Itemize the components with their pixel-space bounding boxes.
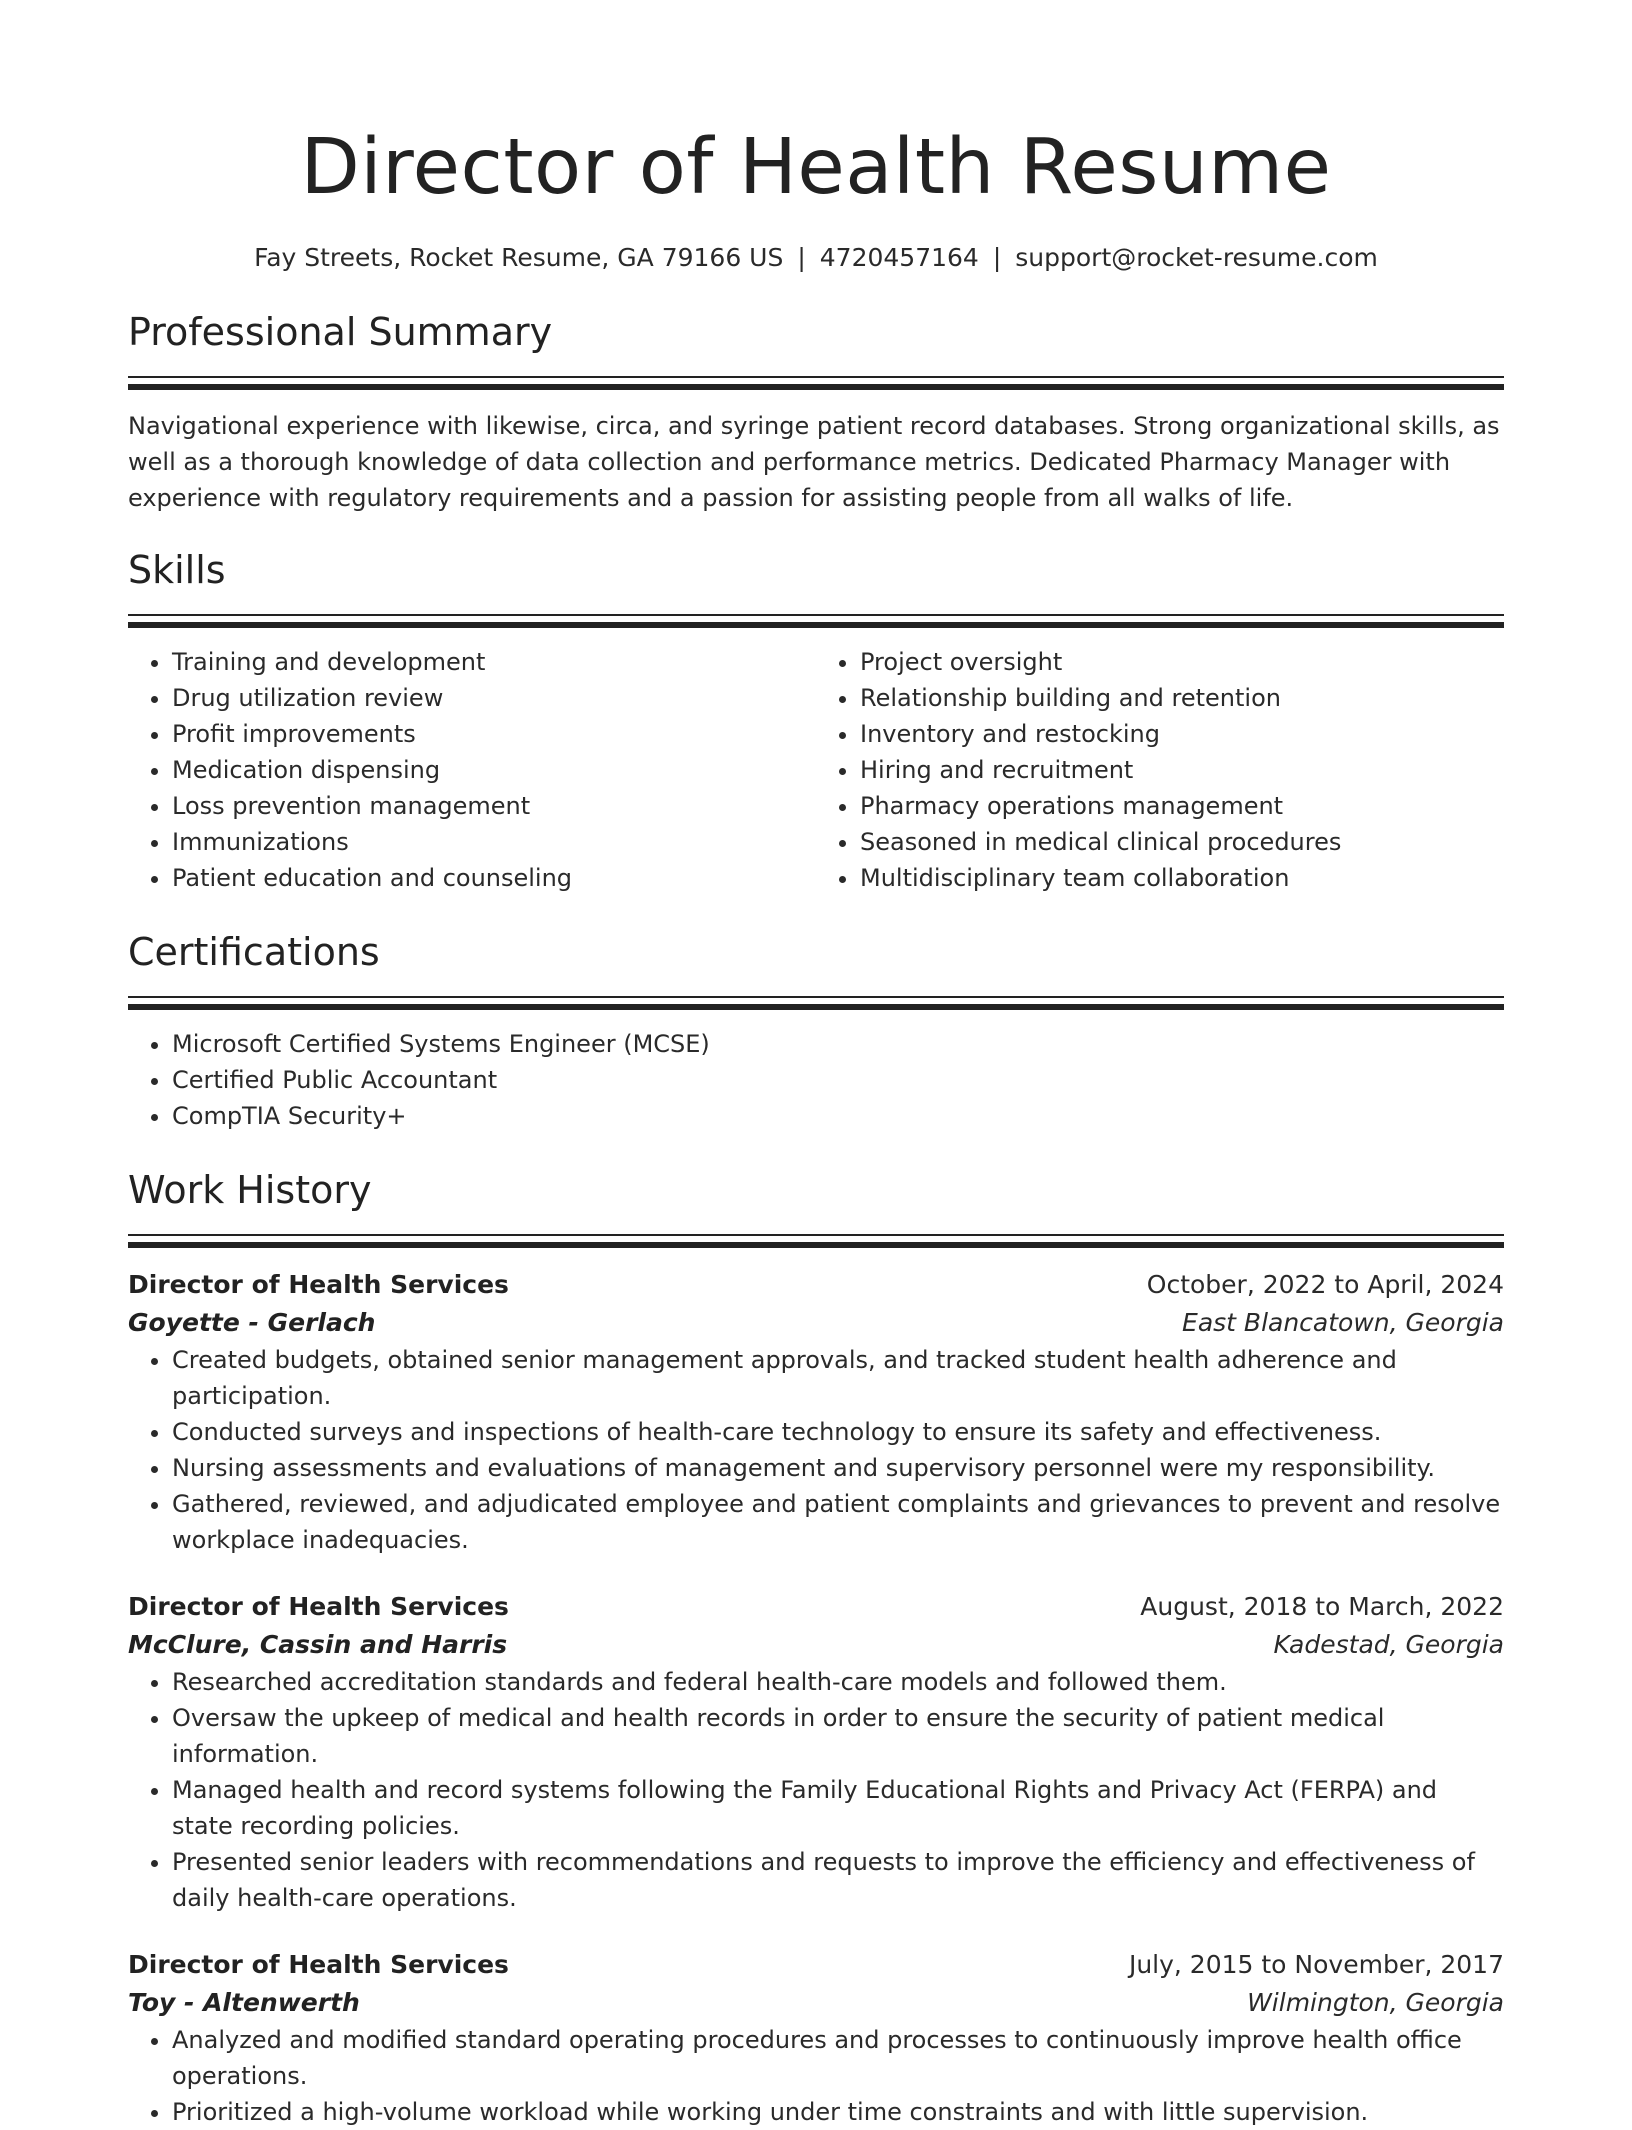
job-company: Goyette - Gerlach [128, 1308, 376, 1337]
summary-heading: Professional Summary [128, 310, 553, 354]
contact-separator: | [992, 243, 1002, 272]
contact-address: Fay Streets, Rocket Resume, GA 79166 US [254, 243, 784, 272]
section-divider [128, 1234, 1504, 1248]
job-dates: July, 2015 to November, 2017 [1128, 1950, 1504, 1979]
skills-list-left [128, 644, 816, 896]
skills-heading: Skills [128, 548, 226, 592]
job-entry [128, 1588, 1504, 1916]
skill-item: • Immunizations [172, 824, 816, 860]
job-subheader [128, 1984, 1504, 2022]
certifications-heading: Certifications [128, 930, 380, 974]
certifications-section [128, 928, 1504, 1134]
job-title: Director of Health Services [128, 1270, 509, 1299]
job-bullet: • Conducted surveys and inspections of health-care technology to ensure its safety and effectiveness. [172, 1414, 1504, 1450]
job-bullet: • Created budgets, obtained senior management approvals, and tracked student health adherence and participation. [172, 1342, 1504, 1414]
certification-item: • Certified Public Accountant [172, 1062, 1504, 1098]
skill-item: • Profit improvements [172, 716, 816, 752]
resume-title: Director of Health Resume [300, 123, 1332, 212]
skill-item: • Loss prevention management [172, 788, 816, 824]
skill-item: • Relationship building and retention [860, 680, 1504, 716]
contact-phone: 4720457164 [819, 243, 979, 272]
contact-separator: | [797, 243, 806, 272]
job-title: Director of Health Services [128, 1950, 509, 1979]
job-company: McClure, Cassin and Harris [128, 1630, 508, 1659]
skills-column-left [128, 644, 816, 896]
job-location: East Blancatown, Georgia [1182, 1308, 1504, 1337]
job-header [128, 1946, 1504, 1984]
job-bullet: • Presented senior leaders with recommendations and requests to improve the efficiency and effectiveness of daily health-care operations. [172, 1844, 1504, 1916]
job-bullet: • Prioritized a high-volume workload while working under time constraints and with little supervision. [172, 2094, 1504, 2130]
section-divider [128, 614, 1504, 628]
certification-item: • Microsoft Certified Systems Engineer (MCSE) [172, 1026, 1504, 1062]
job-entry [128, 1946, 1504, 2130]
job-bullets [128, 1664, 1504, 1916]
skill-item: • Medication dispensing [172, 752, 816, 788]
skill-item: • Pharmacy operations management [860, 788, 1504, 824]
job-bullet: • Oversaw the upkeep of medical and health records in order to ensure the security of patient medical information. [172, 1700, 1504, 1772]
skill-item: • Patient education and counseling [172, 860, 816, 896]
contact-email: support@rocket-resume.com [1015, 243, 1378, 272]
skills-grid [128, 644, 1504, 896]
summary-text: Navigational experience with likewise, circa, and syringe patient record databases. Strong organizational skills, as well as a thorough knowledge of data collection and performance metrics. Dedicated Pharmacy Manager with experience with regulatory requirements and a passion for assisting people from all walks of life. [128, 412, 1500, 512]
skill-item: • Seasoned in medical clinical procedures [860, 824, 1504, 860]
job-company: Toy - Altenwerth [128, 1988, 360, 2017]
skills-list-right [816, 644, 1504, 896]
skill-item: • Training and development [172, 644, 816, 680]
job-subheader [128, 1304, 1504, 1342]
skill-item: • Drug utilization review [172, 680, 816, 716]
section-divider [128, 376, 1504, 390]
skill-item: • Inventory and restocking [860, 716, 1504, 752]
section-divider [128, 996, 1504, 1010]
job-header [128, 1588, 1504, 1626]
skill-item: • Multidisciplinary team collaboration [860, 860, 1504, 896]
skill-item: • Hiring and recruitment [860, 752, 1504, 788]
contact-line [128, 242, 1504, 274]
job-title: Director of Health Services [128, 1592, 509, 1621]
job-dates: October, 2022 to April, 2024 [1146, 1270, 1504, 1299]
certifications-list [128, 1026, 1504, 1134]
job-header [128, 1266, 1504, 1304]
job-bullets [128, 1342, 1504, 1558]
job-location: Kadestad, Georgia [1273, 1630, 1504, 1659]
job-subheader [128, 1626, 1504, 1664]
skills-column-right [816, 644, 1504, 896]
summary-section [128, 308, 1504, 516]
job-bullets [128, 2022, 1504, 2130]
job-location: Wilmington, Georgia [1247, 1988, 1504, 2017]
work-history-heading: Work History [128, 1168, 372, 1212]
skill-item: • Project oversight [860, 644, 1504, 680]
skills-section [128, 546, 1504, 896]
work-history-section [128, 1166, 1504, 2130]
job-bullet: • Gathered, reviewed, and adjudicated employee and patient complaints and grievances to prevent and resolve workplace inadequacies. [172, 1486, 1504, 1558]
job-bullet: • Researched accreditation standards and federal health-care models and followed them. [172, 1664, 1504, 1700]
job-entry [128, 1266, 1504, 1558]
certification-item: • CompTIA Security+ [172, 1098, 1504, 1134]
job-bullet: • Managed health and record systems following the Family Educational Rights and Privacy Act (FERPA) and state recording policies. [172, 1772, 1504, 1844]
job-bullet: • Analyzed and modified standard operating procedures and processes to continuously improve health office operations. [172, 2022, 1504, 2094]
job-dates: August, 2018 to March, 2022 [1140, 1592, 1504, 1621]
job-bullet: • Nursing assessments and evaluations of management and supervisory personnel were my responsibility. [172, 1450, 1504, 1486]
